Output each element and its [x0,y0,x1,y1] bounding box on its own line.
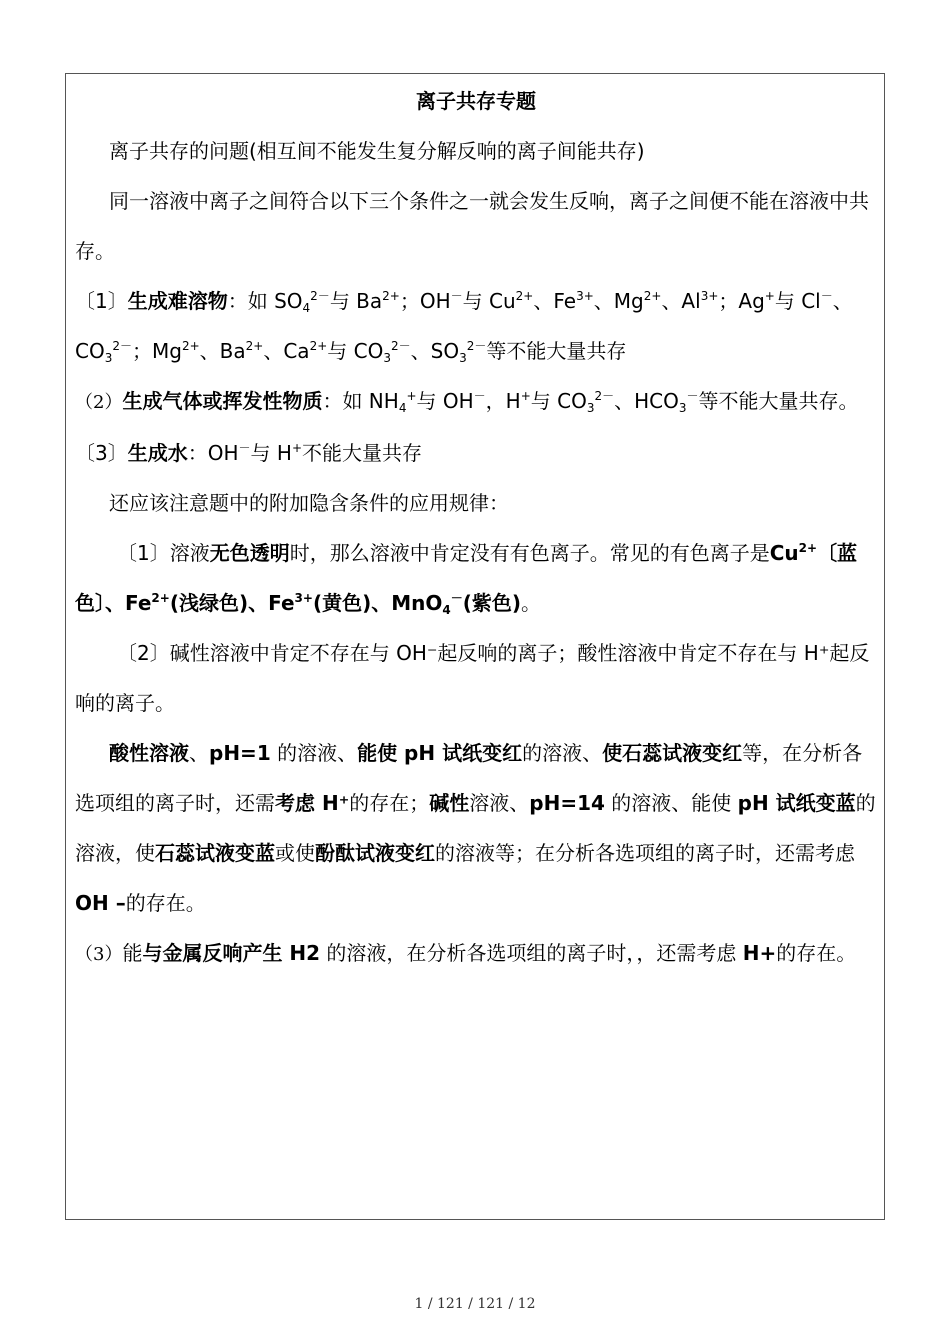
rule-intro-paragraph: 同一溶液中离子之间符合以下三个条件之一就会发生反响，离子之间便不能在溶液中共存。 [75,189,869,263]
document-body [75,76,877,980]
page-footer: 1 / 121 / 121 / 12 [414,1296,536,1312]
acid-base-paragraph: 酸性溶液、pH=1 的溶液、能使 pH 试纸变红的溶液、使石蕊试液变红等，在分析各选项组的离子时，还需考虑 H⁺的存在；碱性溶液、pH=14 的溶液、能使 pH 试纸变蓝的溶液，使石蕊试液变蓝或使酚酞试液变红的溶液等；在分析各选项组的离子时，还需考虑 OH –的存在。 [75,741,876,915]
hidden-rule-1: 〔1〕溶液无色透明时，那么溶液中肯定没有有色离子。常见的有色离子是$Cu^{2+}$〔蓝色〕、$Fe^{2+}$(浅绿色)、$Fe^{3+}$(黄色)、MnO$_4$－(紫色)。 [75,541,858,617]
page-title: 离子共存专题 [416,89,536,113]
metal-paragraph: （3）能与金属反响产生 H2 的溶液，在分析各选项组的离子时，，还需考虑 H+的存在。 [75,941,857,965]
intro-paragraph: 离子共存的问题(相互间不能发生复分解反响的离子间能共存) [109,139,645,163]
hidden-rule-2: 〔2〕碱性溶液中肯定不存在与 OH⁻起反响的离子；酸性溶液中肯定不存在与 H⁺起反响的离子。 [75,641,870,715]
hidden-intro: 还应该注意题中的附加隐含条件的应用规律： [109,491,509,515]
condition-2: （2）生成气体或挥发性物质：如 $NH_4^+$与 OH－，H+与 $CO_3^{2-}$、$HCO_3^-$等不能大量共存。 [75,389,859,415]
condition-1: 〔1〕生成难溶物：如 $SO_4^{2-}$与 $Ba^{2+}$；OH－与 $Cu^{2+}$、$Fe^{3+}$、$Mg^{2+}$、$Al^{3+}$；Ag+与 Cl－、$CO_3^{2-}$；$Mg^{2+}$、$Ba^{2+}$、$Ca^{2+}$与 $CO_3^{2-}$、$SO_3^{2-}$等不能大量共存 [75,289,853,365]
condition-3: 〔3〕生成水：OH－与 H+不能大量共存 [75,441,422,465]
